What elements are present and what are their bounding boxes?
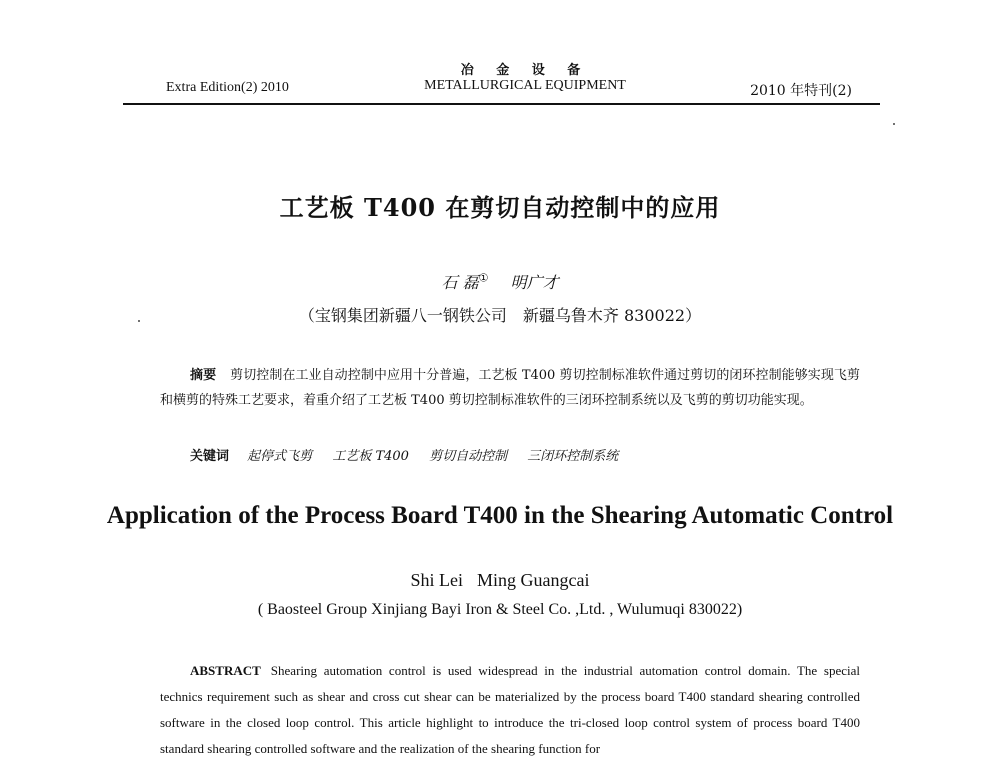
keywords-cn-label: 关键词 <box>190 449 230 464</box>
header-rule <box>123 103 880 105</box>
author-en-2: Ming Guangcai <box>477 570 590 590</box>
keyword: 起停式飞剪 <box>247 449 313 464</box>
affiliation-en: ( Baosteel Group Xinjiang Bayi Iron & Steel Co. ,Ltd. , Wulumuqi 830022) <box>257 601 743 618</box>
scan-speck <box>893 123 895 125</box>
title-en: Application of the Process Board T400 in the Shearing Automatic Control <box>106 502 894 529</box>
abstract-en <box>160 658 860 762</box>
header-journal <box>400 64 650 94</box>
abstract-cn <box>160 363 860 413</box>
abstract-en-text: Shearing automation control is used widespread in the industrial automation control domain. The special technics requirement such as shear and cross cut shear can be materialized by the process board T400 standard shearing controlled software in the closed loop control. This article highlight to introduce the tri-closed loop control system of process board T400 standard shearing controlled software and the realization of the shearing function for <box>160 663 860 756</box>
keyword: 剪切自动控制 <box>429 449 508 464</box>
authors-cn <box>0 270 1000 293</box>
abstract-cn-text: 剪切控制在工业自动控制中应用十分普遍，工艺板 T400 剪切控制标准软件通过剪切的闭环控制能够实现飞剪和横剪的特殊工艺要求，着重介绍了工艺板 T400 剪切控制标准软件的三闭环控制系统以及飞剪的剪切功能实现。 <box>160 368 860 408</box>
keywords-cn <box>190 445 870 464</box>
author-footnote-mark: ① <box>478 271 489 285</box>
header-edition-cn: 2010 年特刊(2) <box>750 83 852 99</box>
author-cn-2: 明广才 <box>510 273 559 292</box>
header-journal-en: METALLURGICAL EQUIPMENT <box>424 78 626 93</box>
header-edition-en: Extra Edition(2) 2010 <box>166 80 289 95</box>
header-journal-cn: 冶 金 设 备 <box>460 63 590 78</box>
affiliation-cn: （宝钢集团新疆八一钢铁公司 新疆乌鲁木齐 830022） <box>298 306 702 325</box>
author-cn-1: 石 磊 <box>441 273 479 292</box>
abstract-en-label: ABSTRACT <box>190 663 261 678</box>
title-cn: 工艺板 T400 在剪切自动控制中的应用 <box>279 193 721 222</box>
author-en-1: Shi Lei <box>410 570 463 590</box>
authors-en <box>0 570 1000 591</box>
keyword: 工艺板 T400 <box>332 449 409 464</box>
abstract-cn-label: 摘要 <box>190 368 217 383</box>
keyword: 三闭环控制系统 <box>527 449 619 464</box>
